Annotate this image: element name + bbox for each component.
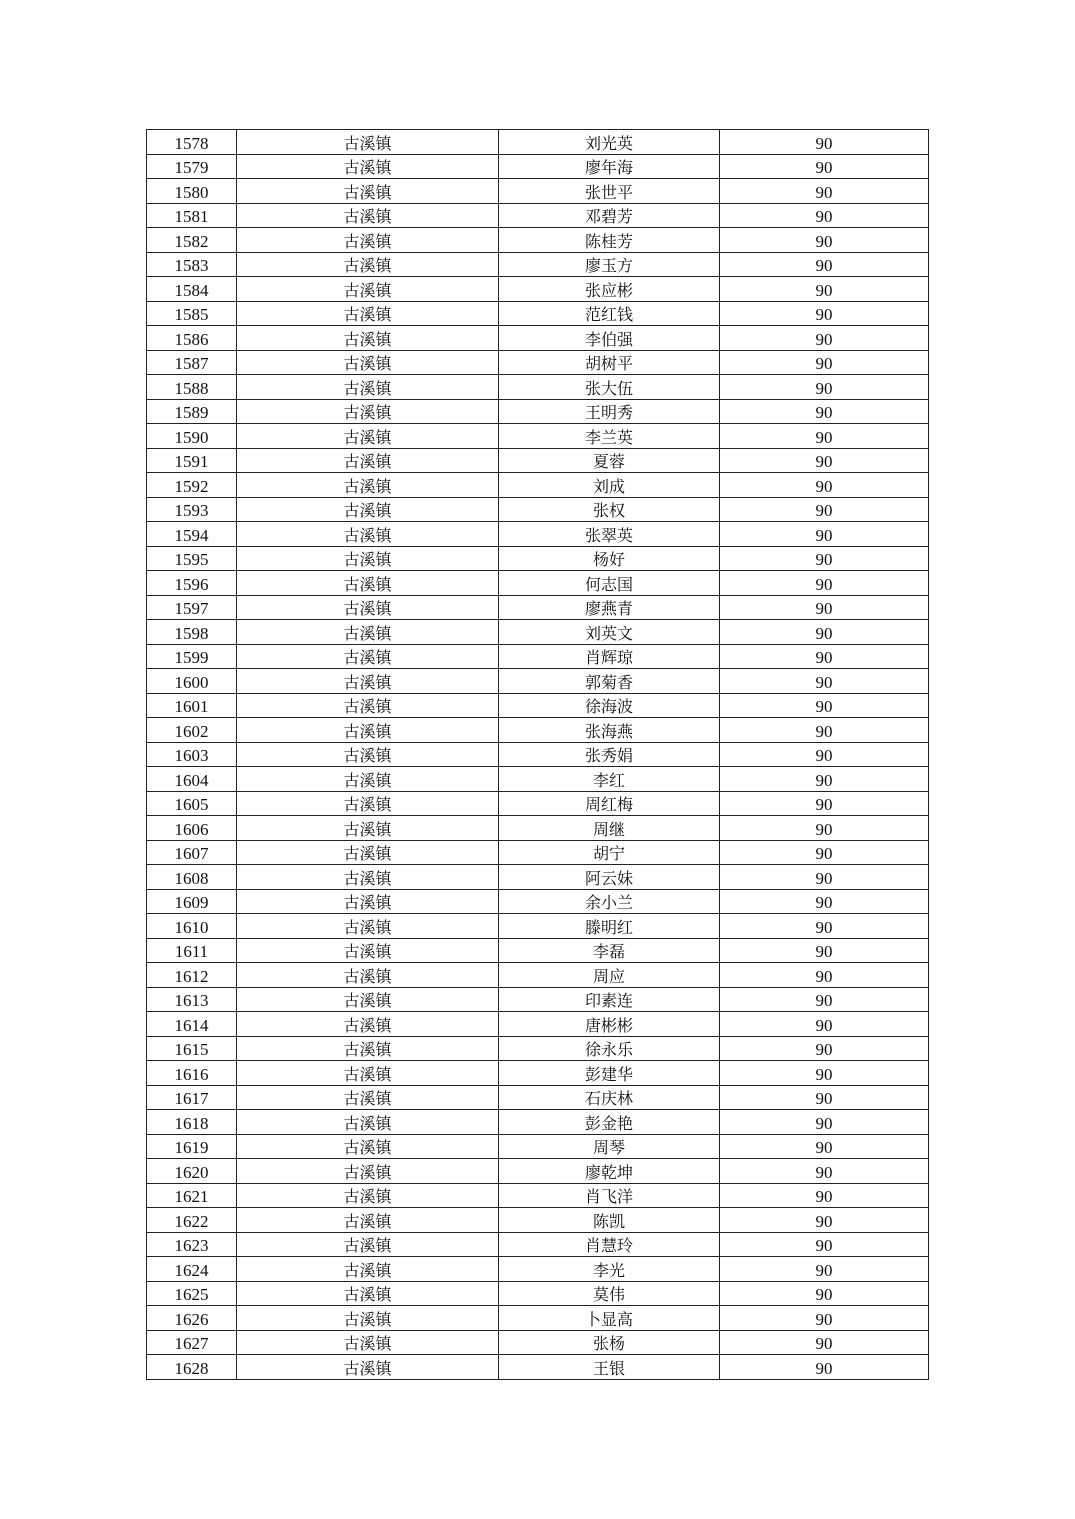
person-name-cell: 张世平 [499, 179, 720, 204]
row-number-cell: 1583 [147, 252, 237, 277]
person-name-cell: 何志国 [499, 571, 720, 596]
row-number-cell: 1581 [147, 203, 237, 228]
town-cell: 古溪镇 [237, 963, 499, 988]
table-row [147, 424, 929, 449]
person-name-cell: 郭菊香 [499, 669, 720, 694]
person-name-cell: 王银 [499, 1355, 720, 1380]
table-row [147, 840, 929, 865]
table-row [147, 179, 929, 204]
score-cell: 90 [720, 350, 929, 375]
row-number-cell: 1607 [147, 840, 237, 865]
score-cell: 90 [720, 1085, 929, 1110]
person-name-cell: 余小兰 [499, 889, 720, 914]
town-cell: 古溪镇 [237, 840, 499, 865]
table-row [147, 816, 929, 841]
person-name-cell: 肖慧玲 [499, 1232, 720, 1257]
table-row [147, 718, 929, 743]
score-cell: 90 [720, 595, 929, 620]
town-cell: 古溪镇 [237, 1134, 499, 1159]
score-cell: 90 [720, 1036, 929, 1061]
person-name-cell: 滕明红 [499, 914, 720, 939]
person-name-cell: 刘英文 [499, 620, 720, 645]
row-number-cell: 1584 [147, 277, 237, 302]
town-cell: 古溪镇 [237, 914, 499, 939]
person-name-cell: 石庆林 [499, 1085, 720, 1110]
table-row [147, 669, 929, 694]
row-number-cell: 1600 [147, 669, 237, 694]
row-number-cell: 1586 [147, 326, 237, 351]
score-cell: 90 [720, 473, 929, 498]
person-name-cell: 徐海波 [499, 693, 720, 718]
score-cell: 90 [720, 277, 929, 302]
row-number-cell: 1601 [147, 693, 237, 718]
table-row [147, 203, 929, 228]
person-name-cell: 刘光英 [499, 130, 720, 155]
row-number-cell: 1579 [147, 154, 237, 179]
table-row [147, 1110, 929, 1135]
score-cell: 90 [720, 1061, 929, 1086]
town-cell: 古溪镇 [237, 669, 499, 694]
table-row [147, 399, 929, 424]
town-cell: 古溪镇 [237, 644, 499, 669]
score-cell: 90 [720, 326, 929, 351]
town-cell: 古溪镇 [237, 718, 499, 743]
table-row [147, 914, 929, 939]
score-cell: 90 [720, 154, 929, 179]
town-cell: 古溪镇 [237, 350, 499, 375]
table-row [147, 1183, 929, 1208]
town-cell: 古溪镇 [237, 693, 499, 718]
row-number-cell: 1603 [147, 742, 237, 767]
score-cell: 90 [720, 1134, 929, 1159]
town-cell: 古溪镇 [237, 375, 499, 400]
score-cell: 90 [720, 571, 929, 596]
roster-table [146, 129, 929, 1380]
person-name-cell: 廖燕青 [499, 595, 720, 620]
person-name-cell: 范红钱 [499, 301, 720, 326]
town-cell: 古溪镇 [237, 767, 499, 792]
score-cell: 90 [720, 914, 929, 939]
row-number-cell: 1587 [147, 350, 237, 375]
person-name-cell: 张海燕 [499, 718, 720, 743]
score-cell: 90 [720, 987, 929, 1012]
row-number-cell: 1608 [147, 865, 237, 890]
table-row [147, 571, 929, 596]
score-cell: 90 [720, 669, 929, 694]
row-number-cell: 1609 [147, 889, 237, 914]
town-cell: 古溪镇 [237, 1355, 499, 1380]
person-name-cell: 阿云妹 [499, 865, 720, 890]
row-number-cell: 1615 [147, 1036, 237, 1061]
person-name-cell: 肖辉琼 [499, 644, 720, 669]
person-name-cell: 张秀娟 [499, 742, 720, 767]
person-name-cell: 杨好 [499, 546, 720, 571]
score-cell: 90 [720, 644, 929, 669]
person-name-cell: 唐彬彬 [499, 1012, 720, 1037]
table-row [147, 620, 929, 645]
table-row [147, 1257, 929, 1282]
table-row [147, 252, 929, 277]
table-row [147, 693, 929, 718]
score-cell: 90 [720, 546, 929, 571]
person-name-cell: 周琴 [499, 1134, 720, 1159]
person-name-cell: 徐永乐 [499, 1036, 720, 1061]
town-cell: 古溪镇 [237, 1208, 499, 1233]
score-cell: 90 [720, 791, 929, 816]
score-cell: 90 [720, 1232, 929, 1257]
table-row [147, 326, 929, 351]
town-cell: 古溪镇 [237, 203, 499, 228]
row-number-cell: 1625 [147, 1281, 237, 1306]
town-cell: 古溪镇 [237, 816, 499, 841]
town-cell: 古溪镇 [237, 399, 499, 424]
town-cell: 古溪镇 [237, 1110, 499, 1135]
town-cell: 古溪镇 [237, 1036, 499, 1061]
row-number-cell: 1619 [147, 1134, 237, 1159]
table-row [147, 767, 929, 792]
table-row [147, 228, 929, 253]
town-cell: 古溪镇 [237, 326, 499, 351]
person-name-cell: 李伯强 [499, 326, 720, 351]
table-row [147, 1134, 929, 1159]
row-number-cell: 1614 [147, 1012, 237, 1037]
person-name-cell: 陈桂芳 [499, 228, 720, 253]
town-cell: 古溪镇 [237, 1232, 499, 1257]
row-number-cell: 1627 [147, 1330, 237, 1355]
row-number-cell: 1620 [147, 1159, 237, 1184]
row-number-cell: 1628 [147, 1355, 237, 1380]
person-name-cell: 周红梅 [499, 791, 720, 816]
table-row [147, 1281, 929, 1306]
row-number-cell: 1618 [147, 1110, 237, 1135]
score-cell: 90 [720, 399, 929, 424]
row-number-cell: 1604 [147, 767, 237, 792]
row-number-cell: 1595 [147, 546, 237, 571]
town-cell: 古溪镇 [237, 546, 499, 571]
row-number-cell: 1580 [147, 179, 237, 204]
row-number-cell: 1589 [147, 399, 237, 424]
table-row [147, 889, 929, 914]
row-number-cell: 1623 [147, 1232, 237, 1257]
row-number-cell: 1602 [147, 718, 237, 743]
town-cell: 古溪镇 [237, 473, 499, 498]
person-name-cell: 李兰英 [499, 424, 720, 449]
table-row [147, 473, 929, 498]
score-cell: 90 [720, 840, 929, 865]
person-name-cell: 莫伟 [499, 1281, 720, 1306]
town-cell: 古溪镇 [237, 571, 499, 596]
row-number-cell: 1578 [147, 130, 237, 155]
table-row [147, 1306, 929, 1331]
person-name-cell: 刘成 [499, 473, 720, 498]
person-name-cell: 李光 [499, 1257, 720, 1282]
town-cell: 古溪镇 [237, 1183, 499, 1208]
town-cell: 古溪镇 [237, 889, 499, 914]
town-cell: 古溪镇 [237, 228, 499, 253]
table-row [147, 1036, 929, 1061]
score-cell: 90 [720, 865, 929, 890]
person-name-cell: 周应 [499, 963, 720, 988]
row-number-cell: 1605 [147, 791, 237, 816]
person-name-cell: 夏蓉 [499, 448, 720, 473]
town-cell: 古溪镇 [237, 1306, 499, 1331]
person-name-cell: 胡宁 [499, 840, 720, 865]
score-cell: 90 [720, 1012, 929, 1037]
row-number-cell: 1622 [147, 1208, 237, 1233]
person-name-cell: 胡树平 [499, 350, 720, 375]
town-cell: 古溪镇 [237, 1330, 499, 1355]
table-row [147, 742, 929, 767]
row-number-cell: 1626 [147, 1306, 237, 1331]
town-cell: 古溪镇 [237, 1061, 499, 1086]
table-row [147, 963, 929, 988]
town-cell: 古溪镇 [237, 252, 499, 277]
person-name-cell: 李磊 [499, 938, 720, 963]
row-number-cell: 1616 [147, 1061, 237, 1086]
town-cell: 古溪镇 [237, 497, 499, 522]
score-cell: 90 [720, 1110, 929, 1135]
person-name-cell: 陈凯 [499, 1208, 720, 1233]
person-name-cell: 邓碧芳 [499, 203, 720, 228]
town-cell: 古溪镇 [237, 1257, 499, 1282]
town-cell: 古溪镇 [237, 1085, 499, 1110]
person-name-cell: 张杨 [499, 1330, 720, 1355]
table-row [147, 522, 929, 547]
score-cell: 90 [720, 1306, 929, 1331]
score-cell: 90 [720, 375, 929, 400]
table-row [147, 1085, 929, 1110]
row-number-cell: 1617 [147, 1085, 237, 1110]
score-cell: 90 [720, 1330, 929, 1355]
town-cell: 古溪镇 [237, 742, 499, 767]
row-number-cell: 1598 [147, 620, 237, 645]
town-cell: 古溪镇 [237, 424, 499, 449]
person-name-cell: 张翠英 [499, 522, 720, 547]
row-number-cell: 1611 [147, 938, 237, 963]
score-cell: 90 [720, 497, 929, 522]
score-cell: 90 [720, 522, 929, 547]
town-cell: 古溪镇 [237, 1281, 499, 1306]
row-number-cell: 1610 [147, 914, 237, 939]
table-row [147, 154, 929, 179]
person-name-cell: 肖飞洋 [499, 1183, 720, 1208]
score-cell: 90 [720, 1208, 929, 1233]
score-cell: 90 [720, 963, 929, 988]
score-cell: 90 [720, 424, 929, 449]
town-cell: 古溪镇 [237, 791, 499, 816]
table-row [147, 644, 929, 669]
score-cell: 90 [720, 252, 929, 277]
row-number-cell: 1613 [147, 987, 237, 1012]
town-cell: 古溪镇 [237, 448, 499, 473]
score-cell: 90 [720, 1183, 929, 1208]
table-row [147, 938, 929, 963]
row-number-cell: 1621 [147, 1183, 237, 1208]
town-cell: 古溪镇 [237, 179, 499, 204]
town-cell: 古溪镇 [237, 130, 499, 155]
person-name-cell: 廖玉方 [499, 252, 720, 277]
score-cell: 90 [720, 693, 929, 718]
row-number-cell: 1612 [147, 963, 237, 988]
score-cell: 90 [720, 816, 929, 841]
row-number-cell: 1606 [147, 816, 237, 841]
table-row [147, 301, 929, 326]
town-cell: 古溪镇 [237, 301, 499, 326]
town-cell: 古溪镇 [237, 620, 499, 645]
person-name-cell: 张应彬 [499, 277, 720, 302]
row-number-cell: 1588 [147, 375, 237, 400]
table-row [147, 375, 929, 400]
row-number-cell: 1594 [147, 522, 237, 547]
table-row [147, 1208, 929, 1233]
score-cell: 90 [720, 448, 929, 473]
score-cell: 90 [720, 228, 929, 253]
town-cell: 古溪镇 [237, 938, 499, 963]
table-row [147, 1159, 929, 1184]
person-name-cell: 廖乾坤 [499, 1159, 720, 1184]
town-cell: 古溪镇 [237, 277, 499, 302]
town-cell: 古溪镇 [237, 154, 499, 179]
person-name-cell: 王明秀 [499, 399, 720, 424]
table-row [147, 1330, 929, 1355]
score-cell: 90 [720, 130, 929, 155]
table-row [147, 350, 929, 375]
score-cell: 90 [720, 203, 929, 228]
table-row [147, 987, 929, 1012]
town-cell: 古溪镇 [237, 865, 499, 890]
table-row [147, 497, 929, 522]
score-cell: 90 [720, 1159, 929, 1184]
person-name-cell: 张权 [499, 497, 720, 522]
score-cell: 90 [720, 1355, 929, 1380]
score-cell: 90 [720, 301, 929, 326]
row-number-cell: 1597 [147, 595, 237, 620]
table-row [147, 130, 929, 155]
row-number-cell: 1590 [147, 424, 237, 449]
score-cell: 90 [720, 938, 929, 963]
person-name-cell: 廖年海 [499, 154, 720, 179]
table-row [147, 1012, 929, 1037]
score-cell: 90 [720, 620, 929, 645]
person-name-cell: 彭金艳 [499, 1110, 720, 1135]
row-number-cell: 1585 [147, 301, 237, 326]
person-name-cell: 印素连 [499, 987, 720, 1012]
row-number-cell: 1592 [147, 473, 237, 498]
table-row [147, 791, 929, 816]
table-row [147, 277, 929, 302]
table-row [147, 1061, 929, 1086]
town-cell: 古溪镇 [237, 595, 499, 620]
person-name-cell: 彭建华 [499, 1061, 720, 1086]
table-row [147, 595, 929, 620]
person-name-cell: 张大伍 [499, 375, 720, 400]
town-cell: 古溪镇 [237, 1159, 499, 1184]
score-cell: 90 [720, 179, 929, 204]
person-name-cell: 周继 [499, 816, 720, 841]
score-cell: 90 [720, 1257, 929, 1282]
row-number-cell: 1591 [147, 448, 237, 473]
row-number-cell: 1599 [147, 644, 237, 669]
row-number-cell: 1596 [147, 571, 237, 596]
row-number-cell: 1624 [147, 1257, 237, 1282]
town-cell: 古溪镇 [237, 1012, 499, 1037]
table-row [147, 546, 929, 571]
table-row [147, 865, 929, 890]
score-cell: 90 [720, 767, 929, 792]
table-row [147, 1232, 929, 1257]
score-cell: 90 [720, 742, 929, 767]
score-cell: 90 [720, 889, 929, 914]
person-name-cell: 李红 [499, 767, 720, 792]
town-cell: 古溪镇 [237, 987, 499, 1012]
town-cell: 古溪镇 [237, 522, 499, 547]
table-row [147, 448, 929, 473]
roster-table-body [147, 130, 929, 1380]
score-cell: 90 [720, 718, 929, 743]
row-number-cell: 1582 [147, 228, 237, 253]
person-name-cell: 卜显高 [499, 1306, 720, 1331]
table-row [147, 1355, 929, 1380]
score-cell: 90 [720, 1281, 929, 1306]
row-number-cell: 1593 [147, 497, 237, 522]
